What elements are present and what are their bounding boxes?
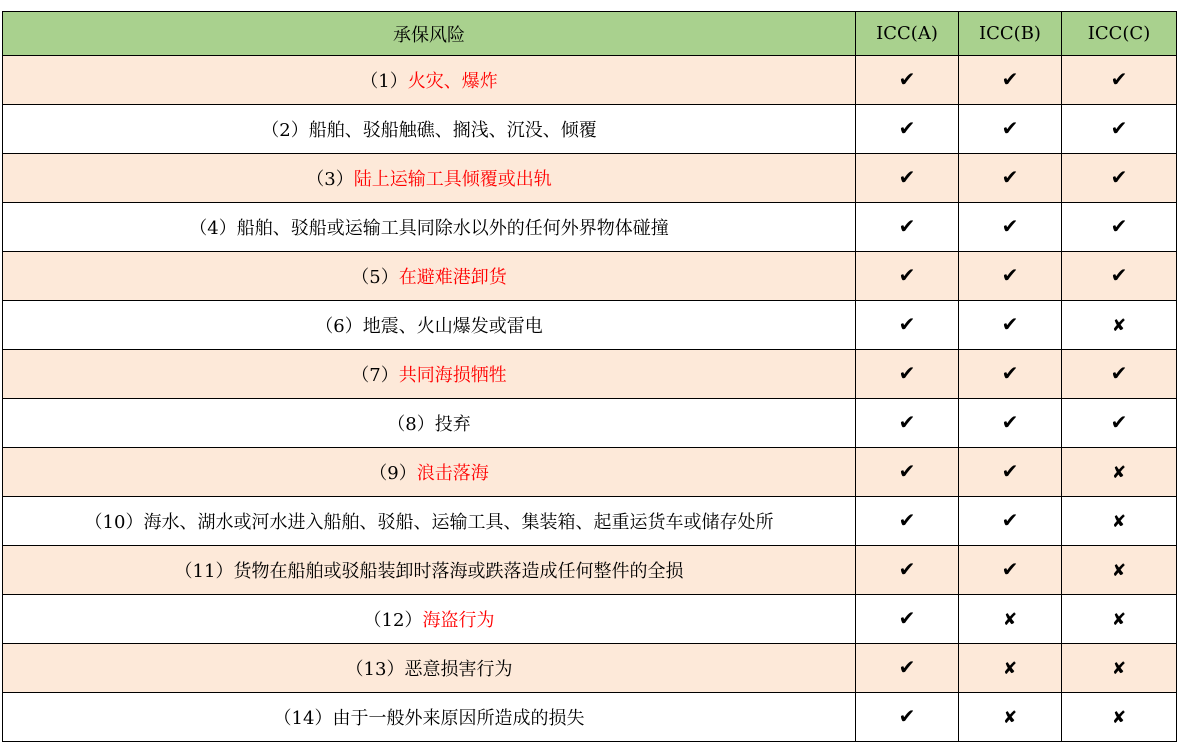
risk-cell	[3, 203, 856, 252]
risk-label: 火灾、爆炸	[407, 71, 498, 92]
check-mark-icon: ✔	[1001, 557, 1019, 581]
check-mark-icon: ✔	[898, 459, 916, 483]
header-icc-c: ICC(C)	[1062, 12, 1177, 56]
risk-label: 恶意损害行为	[404, 659, 513, 680]
coverage-cell-icc-a	[856, 644, 959, 693]
risk-cell	[3, 399, 856, 448]
risk-number: （3）	[306, 169, 354, 190]
check-mark-icon: ✔	[898, 557, 916, 581]
cross-mark-icon: ✘	[1111, 658, 1127, 679]
coverage-cell-icc-b	[959, 399, 1062, 448]
check-mark-icon: ✔	[1110, 165, 1128, 189]
check-mark-icon: ✔	[1001, 312, 1019, 336]
coverage-cell-icc-b	[959, 693, 1062, 742]
coverage-cell-icc-c	[1062, 301, 1177, 350]
risk-cell	[3, 595, 856, 644]
coverage-cell-icc-a	[856, 203, 959, 252]
check-mark-icon: ✔	[1001, 459, 1019, 483]
table-row	[3, 203, 1177, 252]
check-mark-icon: ✔	[1001, 263, 1019, 287]
check-mark-icon: ✔	[1001, 361, 1019, 385]
risk-number: （2）	[261, 120, 309, 141]
table-row	[3, 644, 1177, 693]
table-row	[3, 595, 1177, 644]
risk-number: （7）	[351, 365, 399, 386]
coverage-cell-icc-c	[1062, 595, 1177, 644]
risk-label: 由于一般外来原因所造成的损失	[332, 708, 585, 729]
coverage-cell-icc-b	[959, 546, 1062, 595]
check-mark-icon: ✔	[1001, 508, 1019, 532]
coverage-cell-icc-a	[856, 350, 959, 399]
risk-cell	[3, 693, 856, 742]
coverage-cell-icc-b	[959, 203, 1062, 252]
cross-mark-icon: ✘	[1002, 658, 1018, 679]
coverage-cell-icc-b	[959, 350, 1062, 399]
table-row	[3, 693, 1177, 742]
risk-cell	[3, 546, 856, 595]
risk-number: （6）	[315, 316, 363, 337]
risk-cell	[3, 350, 856, 399]
table-row	[3, 546, 1177, 595]
risk-number: （14）	[273, 708, 333, 729]
coverage-cell-icc-c	[1062, 154, 1177, 203]
check-mark-icon: ✔	[1001, 165, 1019, 189]
coverage-cell-icc-a	[856, 399, 959, 448]
check-mark-icon: ✔	[1110, 263, 1128, 287]
coverage-cell-icc-b	[959, 154, 1062, 203]
check-mark-icon: ✔	[898, 655, 916, 679]
risk-number: （9）	[369, 463, 417, 484]
check-mark-icon: ✔	[1001, 410, 1019, 434]
table-row	[3, 399, 1177, 448]
coverage-cell-icc-b	[959, 301, 1062, 350]
cross-mark-icon: ✘	[1111, 462, 1127, 483]
check-mark-icon: ✔	[1001, 214, 1019, 238]
risk-number: （12）	[363, 610, 423, 631]
coverage-cell-icc-b	[959, 595, 1062, 644]
check-mark-icon: ✔	[1001, 116, 1019, 140]
risk-cell	[3, 448, 856, 497]
risk-label: 海盗行为	[422, 610, 495, 631]
risk-number: （5）	[351, 267, 399, 288]
coverage-cell-icc-c	[1062, 497, 1177, 546]
table-body	[3, 56, 1177, 742]
coverage-cell-icc-c	[1062, 448, 1177, 497]
risk-number: （1）	[360, 71, 408, 92]
coverage-cell-icc-b	[959, 448, 1062, 497]
check-mark-icon: ✔	[1110, 67, 1128, 91]
table-row	[3, 154, 1177, 203]
cross-mark-icon: ✘	[1111, 609, 1127, 630]
table-row	[3, 105, 1177, 154]
cross-mark-icon: ✘	[1111, 560, 1127, 581]
check-mark-icon: ✔	[1110, 410, 1128, 434]
risk-cell	[3, 56, 856, 105]
cross-mark-icon: ✘	[1111, 707, 1127, 728]
risk-number: （10）	[84, 512, 144, 533]
check-mark-icon: ✔	[1110, 361, 1128, 385]
risk-cell	[3, 644, 856, 693]
icc-risk-coverage-table	[2, 11, 1177, 742]
check-mark-icon: ✔	[1110, 116, 1128, 140]
risk-label: 投弃	[434, 414, 471, 435]
cross-mark-icon: ✘	[1002, 707, 1018, 728]
coverage-cell-icc-c	[1062, 399, 1177, 448]
risk-label: 共同海损牺牲	[398, 365, 507, 386]
coverage-cell-icc-a	[856, 448, 959, 497]
check-mark-icon: ✔	[898, 263, 916, 287]
risk-label: 货物在船舶或驳船装卸时落海或跌落造成任何整件的全损	[233, 561, 684, 582]
coverage-cell-icc-a	[856, 595, 959, 644]
coverage-cell-icc-a	[856, 105, 959, 154]
check-mark-icon: ✔	[898, 116, 916, 140]
coverage-cell-icc-a	[856, 56, 959, 105]
coverage-cell-icc-c	[1062, 105, 1177, 154]
risk-cell	[3, 154, 856, 203]
cross-mark-icon: ✘	[1111, 315, 1127, 336]
coverage-cell-icc-a	[856, 301, 959, 350]
check-mark-icon: ✔	[1110, 214, 1128, 238]
coverage-cell-icc-c	[1062, 546, 1177, 595]
coverage-cell-icc-a	[856, 546, 959, 595]
check-mark-icon: ✔	[898, 606, 916, 630]
table-row	[3, 497, 1177, 546]
coverage-cell-icc-a	[856, 497, 959, 546]
coverage-cell-icc-a	[856, 252, 959, 301]
check-mark-icon: ✔	[898, 67, 916, 91]
check-mark-icon: ✔	[898, 165, 916, 189]
risk-label: 船舶、驳船触礁、搁浅、沉没、倾覆	[308, 120, 597, 141]
table-row	[3, 448, 1177, 497]
coverage-cell-icc-a	[856, 154, 959, 203]
risk-label: 海水、湖水或河水进入船舶、驳船、运输工具、集装箱、起重运货车或储存处所	[143, 512, 774, 533]
coverage-cell-icc-a	[856, 693, 959, 742]
coverage-cell-icc-b	[959, 497, 1062, 546]
coverage-cell-icc-c	[1062, 693, 1177, 742]
check-mark-icon: ✔	[898, 361, 916, 385]
risk-label: 地震、火山爆发或雷电	[362, 316, 543, 337]
cross-mark-icon: ✘	[1002, 609, 1018, 630]
table-header	[3, 12, 1177, 56]
coverage-cell-icc-c	[1062, 203, 1177, 252]
table-row	[3, 350, 1177, 399]
risk-number: （8）	[387, 414, 435, 435]
coverage-cell-icc-c	[1062, 644, 1177, 693]
risk-label: 在避难港卸货	[398, 267, 507, 288]
check-mark-icon: ✔	[898, 704, 916, 728]
risk-number: （11）	[174, 561, 234, 582]
risk-label: 陆上运输工具倾覆或出轨	[353, 169, 552, 190]
risk-label: 浪击落海	[416, 463, 489, 484]
check-mark-icon: ✔	[898, 508, 916, 532]
risk-label: 船舶、驳船或运输工具同除水以外的任何外界物体碰撞	[236, 218, 669, 239]
risk-number: （4）	[189, 218, 237, 239]
coverage-cell-icc-c	[1062, 56, 1177, 105]
risk-number: （13）	[345, 659, 405, 680]
table-row	[3, 301, 1177, 350]
coverage-cell-icc-b	[959, 644, 1062, 693]
header-risk: 承保风险	[3, 12, 856, 56]
risk-cell	[3, 105, 856, 154]
header-row	[3, 12, 1177, 56]
check-mark-icon: ✔	[898, 214, 916, 238]
coverage-cell-icc-b	[959, 105, 1062, 154]
coverage-cell-icc-c	[1062, 350, 1177, 399]
coverage-cell-icc-b	[959, 252, 1062, 301]
table-row	[3, 56, 1177, 105]
risk-cell	[3, 301, 856, 350]
table-row	[3, 252, 1177, 301]
check-mark-icon: ✔	[898, 410, 916, 434]
coverage-cell-icc-c	[1062, 252, 1177, 301]
coverage-cell-icc-b	[959, 56, 1062, 105]
header-icc-a: ICC(A)	[856, 12, 959, 56]
header-icc-b: ICC(B)	[959, 12, 1062, 56]
risk-cell	[3, 497, 856, 546]
risk-cell	[3, 252, 856, 301]
check-mark-icon: ✔	[1001, 67, 1019, 91]
cross-mark-icon: ✘	[1111, 511, 1127, 532]
check-mark-icon: ✔	[898, 312, 916, 336]
